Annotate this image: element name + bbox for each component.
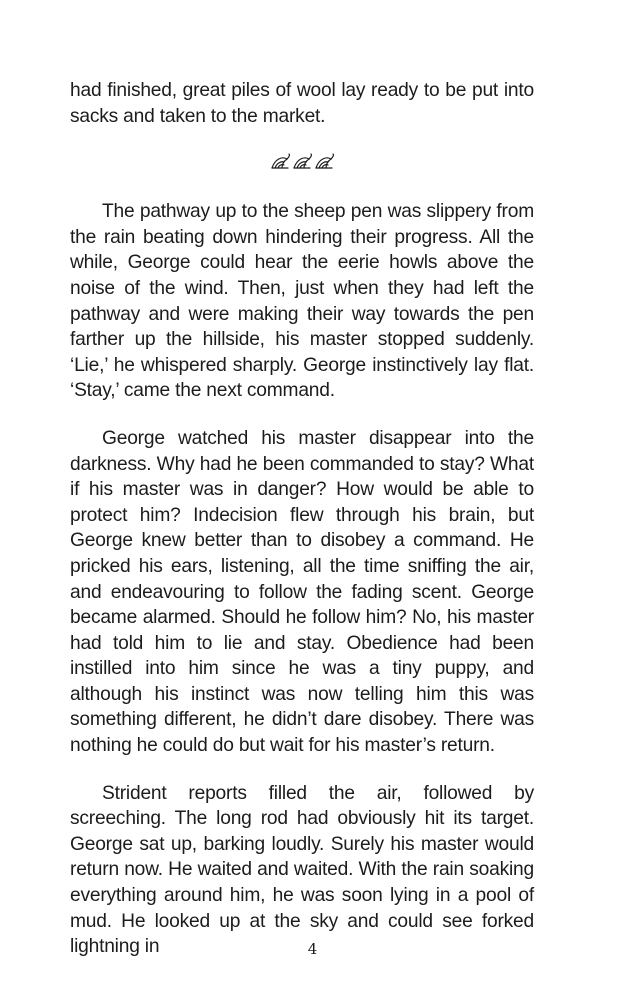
page-body: [70, 78, 534, 960]
paragraph-george-watched: George watched his master disappear into the darkness. Why had he been commanded to stay? What if his master was in danger? How would be able to protect him? Indecision flew through his brain, but George knew better than to disobey a command. He pricked his ears, listening, all the time sniffing the air, and endeavouring to follow the fading scent. George became alarmed. Should he follow him? No, his master had told him to lie and stay. Obedience had been instilled into him since he was a tiny puppy, and although his instinct was now telling him this was something different, he didn’t dare disobey. There was nothing he could do but wait for his master’s return.: [70, 427, 534, 757]
paragraph-strident-reports: Strident reports filled the air, followed by screeching. The long rod had obviously hit its target. George sat up, barking loudly. Surely his master would return now. He waited and waited. With the rain soaking everything around him, he was soon lying in a pool of mud. He looked up at the sky and could see forked lightning in: [70, 782, 534, 958]
paragraph-continuation: had finished, great piles of wool lay ready to be put into sacks and taken to the market.: [70, 80, 534, 127]
paragraph-pathway: The pathway up to the sheep pen was slippery from the rain beating down hindering their progress. All the while, George could hear the eerie howls above the noise of the wind. Then, just when they had left the pathway and were making their way towards the pen farther up the hillside, his master stopped suddenly. ‘Lie,’ he whispered sharply. George instinctively lay flat. ‘Stay,’ came the next command.: [70, 201, 534, 402]
fleuron-ornament-icon: [269, 153, 335, 173]
fleuron-divider-icon: [70, 151, 534, 175]
page-number: 4: [307, 940, 318, 958]
